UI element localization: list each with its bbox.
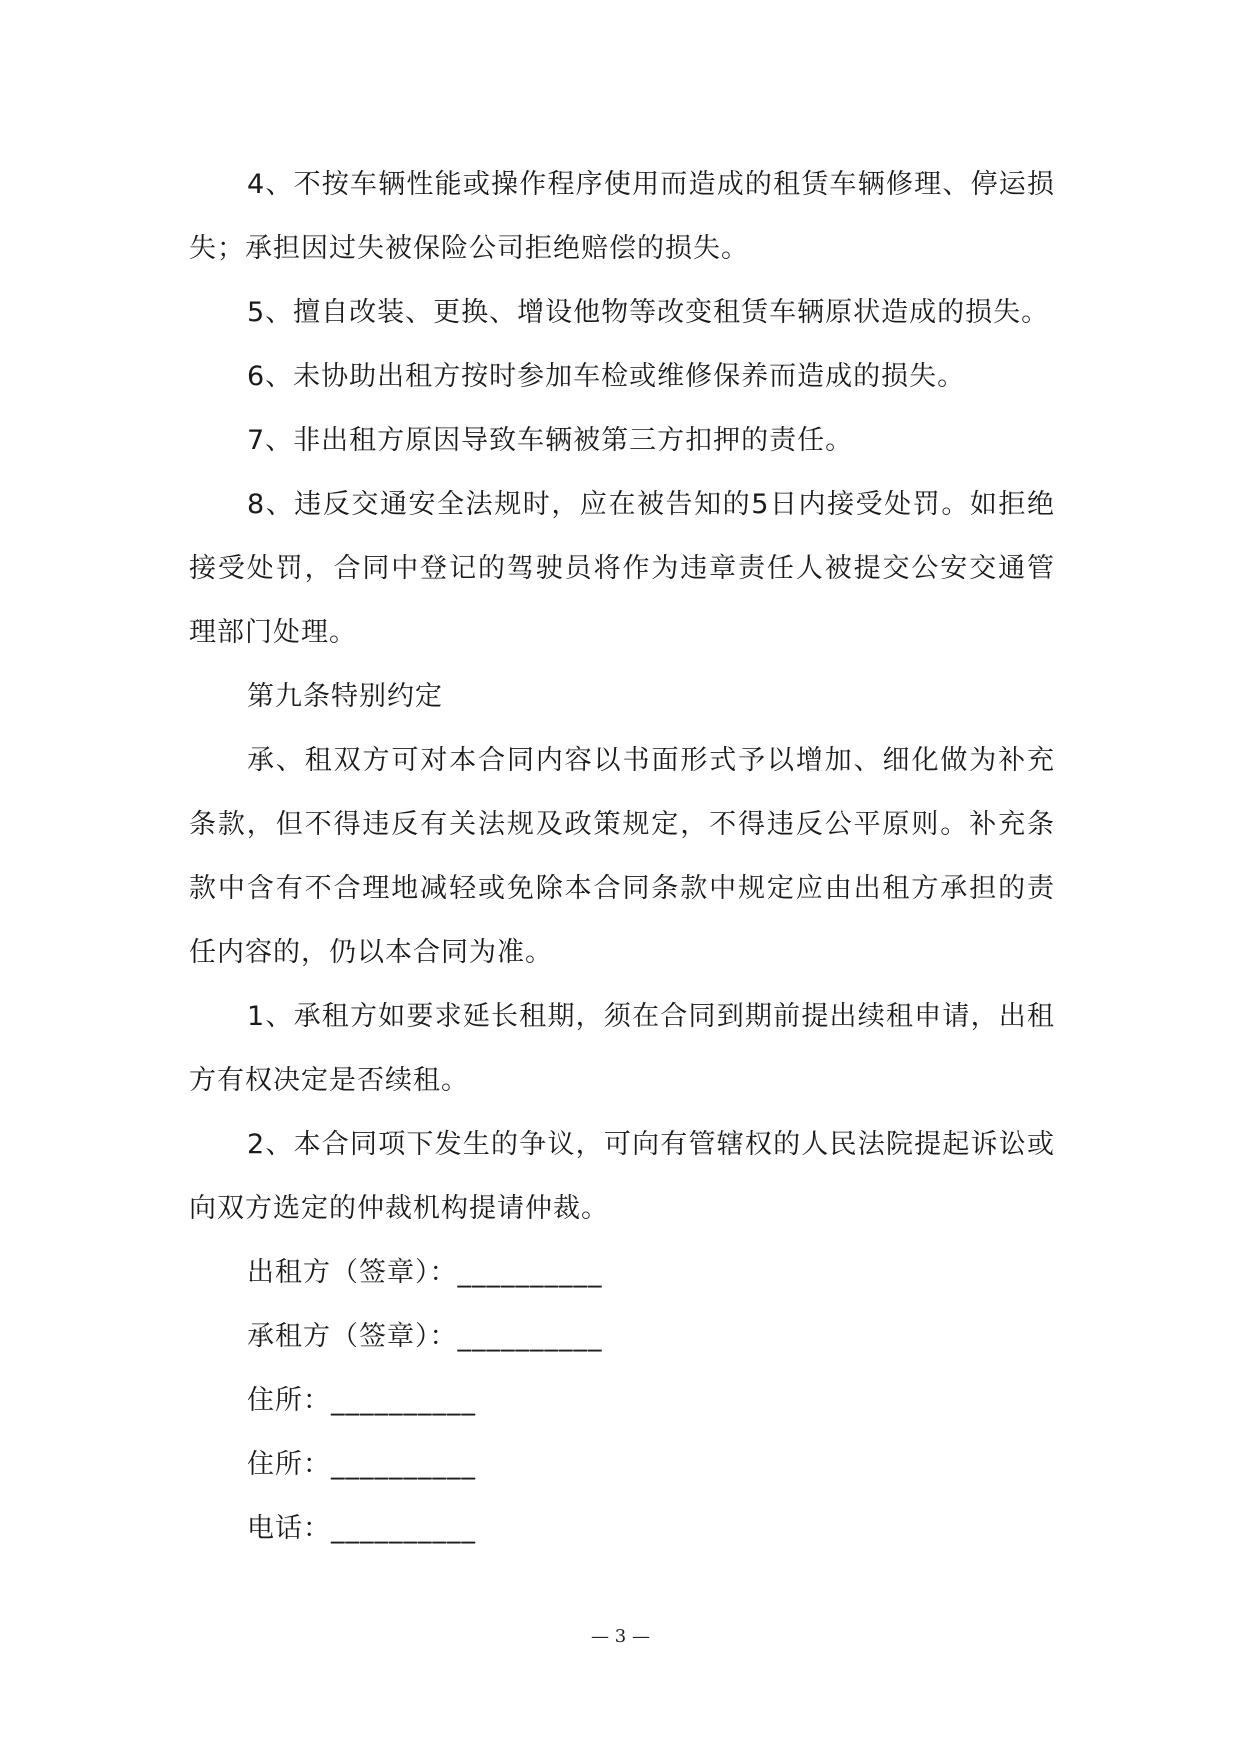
phone-line: 电话：__________ bbox=[247, 1513, 476, 1544]
clause-8-paragraph: 8、违反交通安全法规时，应在被告知的5日内接受处罚。如拒绝接受处罚，合同中登记的驾驶员将作为违章责任人被提交公安交通管理部门处理。 bbox=[189, 489, 1055, 648]
clause-7-paragraph: 7、非出租方原因导致车辆被第三方扣押的责任。 bbox=[247, 425, 854, 456]
address-line-1: 住所：__________ bbox=[247, 1385, 476, 1416]
document-body bbox=[189, 153, 1055, 1561]
address-line-2: 住所：__________ bbox=[247, 1449, 476, 1480]
special-agreement-paragraph: 承、租双方可对本合同内容以书面形式予以增加、细化做为补充条款，但不得违反有关法规及政策规定，不得违反公平原则。补充条款中含有不合理地减轻或免除本合同条款中规定应由出租方承担的责任内容的，仍以本合同为准。 bbox=[189, 745, 1055, 968]
clause-6-paragraph: 6、未协助出租方按时参加车检或维修保养而造成的损失。 bbox=[247, 361, 966, 392]
dispute-clause-paragraph: 2、本合同项下发生的争议，可向有管辖权的人民法院提起诉讼或向双方选定的仲裁机构提请仲裁。 bbox=[189, 1129, 1055, 1224]
clause-5-paragraph: 5、擅自改装、更换、增设他物等改变租赁车辆原状造成的损失。 bbox=[247, 297, 1050, 328]
renewal-clause-paragraph: 1、承租方如要求延长租期，须在合同到期前提出续租申请，出租方有权决定是否续租。 bbox=[189, 1001, 1055, 1096]
page-number: — 3 — bbox=[591, 1626, 650, 1647]
clause-4-paragraph: 4、不按车辆性能或操作程序使用而造成的租赁车辆修理、停运损失；承担因过失被保险公司拒绝赔偿的损失。 bbox=[189, 169, 1055, 264]
lessor-signature-line: 出租方（签章）：__________ bbox=[247, 1257, 603, 1288]
article-9-heading: 第九条特别约定 bbox=[247, 681, 443, 712]
lessee-signature-line: 承租方（签章）：__________ bbox=[247, 1321, 603, 1352]
